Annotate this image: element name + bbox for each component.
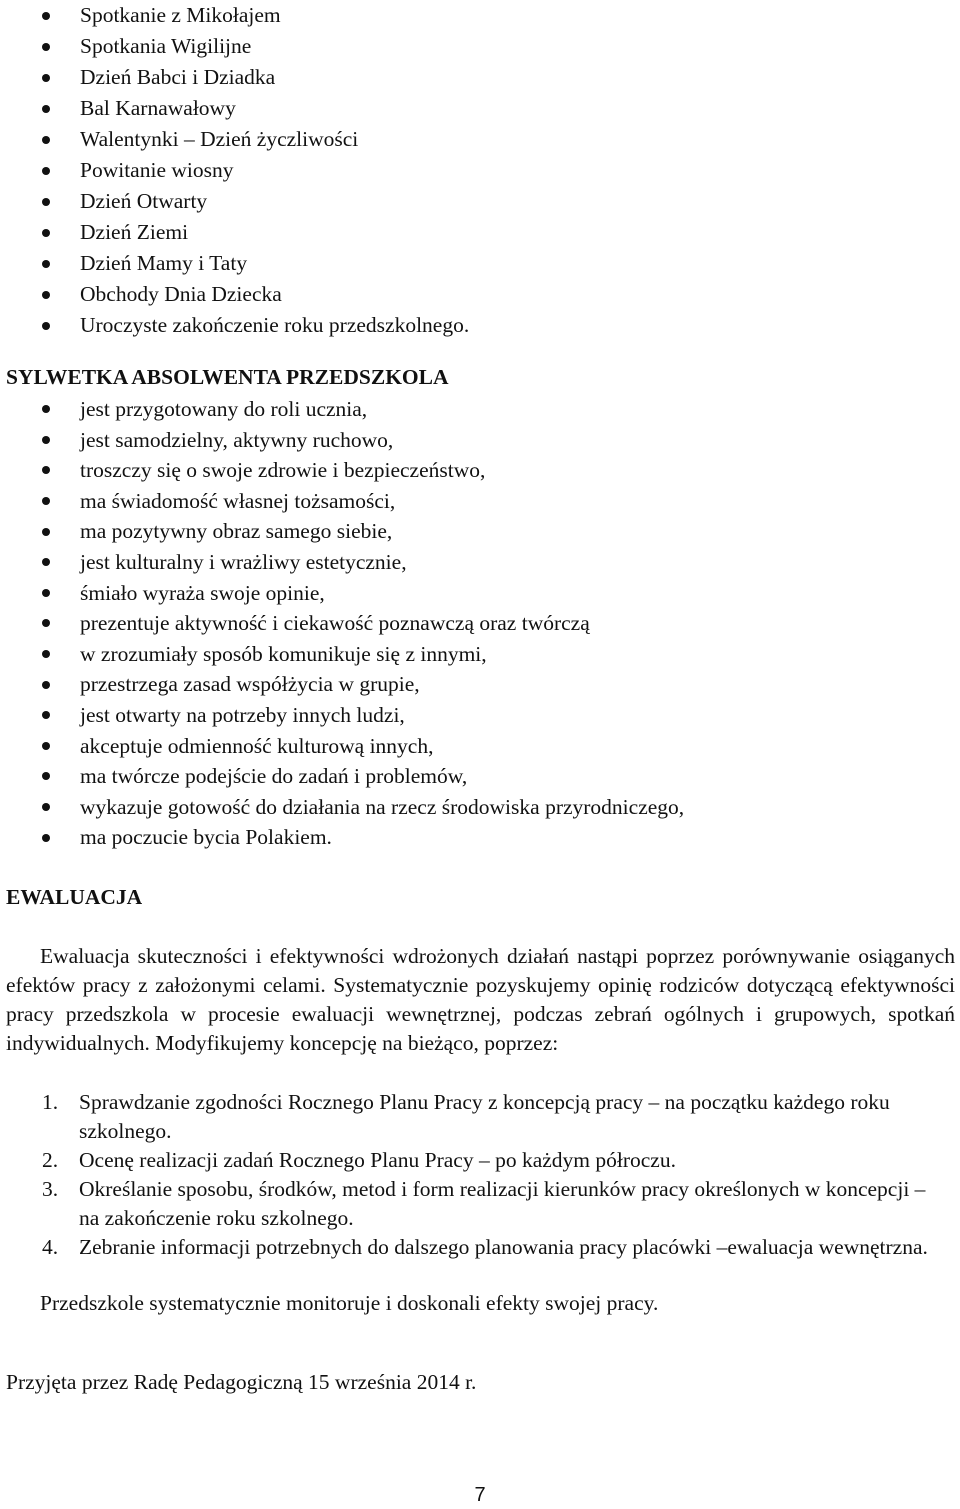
profile-item-text: ma pozytywny obraz samego siebie, — [80, 519, 393, 544]
step-text: Ocenę realizacji zadań Rocznego Planu Pracy – po każdym półroczu. — [79, 1148, 676, 1172]
event-item-text: Spotkanie z Mikołajem — [80, 3, 281, 27]
event-item — [0, 62, 469, 93]
event-item-text: Bal Karnawałowy — [80, 96, 236, 120]
profile-item — [0, 669, 684, 700]
profile-item — [0, 578, 684, 609]
profile-item-text: przestrzega zasad współżycia w grupie, — [80, 672, 420, 697]
profile-item — [0, 639, 684, 670]
page-number: 7 — [474, 1484, 486, 1506]
adoption-note: Przyjęta przez Radę Pedagogiczną 15 września 2014 r. — [6, 1370, 477, 1394]
profile-item-text: ma świadomość własnej tożsamości, — [80, 488, 396, 513]
bullet-icon — [42, 43, 50, 51]
profile-item — [0, 516, 684, 547]
bullet-icon — [42, 12, 50, 20]
profile-item — [0, 608, 684, 639]
bullet-icon — [42, 558, 50, 566]
event-item — [0, 217, 469, 248]
bullet-icon — [42, 497, 50, 505]
bullet-icon — [42, 466, 50, 474]
event-item-text: Obchody Dnia Dziecka — [80, 282, 282, 306]
step-number: 2. — [42, 1148, 59, 1172]
profile-item-text: akceptuje odmienność kulturową innych, — [80, 733, 434, 758]
profile-item — [0, 394, 684, 425]
bullet-icon — [42, 619, 50, 627]
bullet-icon — [42, 650, 50, 658]
profile-item-text: jest otwarty na potrzeby innych ludzi, — [80, 702, 405, 727]
bullet-icon — [42, 136, 50, 144]
step-text: Sprawdzanie zgodności Rocznego Planu Pracy z koncepcją pracy – na początku każdego roku szkolnego. — [79, 1090, 890, 1143]
bullet-icon — [42, 105, 50, 113]
evaluation-step — [0, 1175, 950, 1233]
evaluation-step — [0, 1088, 950, 1146]
event-item — [0, 0, 469, 31]
step-number: 1. — [42, 1090, 59, 1114]
profile-item-text: śmiało wyraża swoje opinie, — [80, 580, 325, 605]
evaluation-paragraph: Ewaluacja skuteczności i efektywności wdrożonych działań nastąpi poprzez porównywanie osiąganych efektów pracy z założonymi celami. Systematycznie pozyskujemy opinię rodziców dotyczącą efektywności pracy przedszkola w procesie ewaluacji wewnętrznej, podczas zebrań ogólnych i grupowych, spotkań indywidualnych. Modyfikujemy koncepcję na bieżąco, poprzez: — [6, 944, 955, 1055]
event-item — [0, 31, 469, 62]
bullet-icon — [42, 834, 50, 842]
profile-item — [0, 700, 684, 731]
bullet-icon — [42, 528, 50, 536]
event-item-text: Walentynki – Dzień życzliwości — [80, 127, 359, 151]
bullet-icon — [42, 681, 50, 689]
closing-sentence: Przedszkole systematycznie monitoruje i doskonali efekty swojej pracy. — [40, 1291, 659, 1315]
profile-item — [0, 822, 684, 853]
bullet-icon — [42, 167, 50, 175]
event-item — [0, 248, 469, 279]
event-item — [0, 155, 469, 186]
bullet-icon — [42, 260, 50, 268]
event-item-text: Uroczyste zakończenie roku przedszkolnego. — [80, 313, 470, 337]
profile-item — [0, 547, 684, 578]
profile-item-text: ma poczucie bycia Polakiem. — [80, 825, 332, 850]
event-item-text: Spotkania Wigilijne — [80, 34, 252, 58]
profile-item-text: prezentuje aktywność i ciekawość poznawczą oraz twórczą — [80, 611, 590, 636]
evaluation-steps-list — [0, 1088, 950, 1262]
event-item — [0, 279, 469, 310]
bullet-icon — [42, 772, 50, 780]
step-text: Zebranie informacji potrzebnych do dalszego planowania pracy placówki –ewaluacja wewnętrzna. — [79, 1235, 928, 1259]
bullet-icon — [42, 74, 50, 82]
profile-item — [0, 731, 684, 762]
profile-item-text: wykazuje gotowość do działania na rzecz środowiska przyrodniczego, — [80, 794, 685, 819]
step-number: 4. — [42, 1235, 59, 1259]
profile-item — [0, 486, 684, 517]
event-item — [0, 124, 469, 155]
profile-item-text: jest samodzielny, aktywny ruchowo, — [80, 427, 394, 452]
profile-item — [0, 455, 684, 486]
step-number: 3. — [42, 1177, 59, 1201]
profile-item-text: w zrozumiały sposób komunikuje się z innymi, — [80, 641, 487, 666]
evaluation-step — [0, 1233, 950, 1262]
bullet-icon — [42, 742, 50, 750]
event-item-text: Dzień Otwarty — [80, 189, 208, 213]
profile-heading: SYLWETKA ABSOLWENTA PRZEDSZKOLA — [6, 365, 449, 389]
profile-item-text: jest przygotowany do roli ucznia, — [80, 397, 368, 421]
bullet-icon — [42, 405, 50, 413]
bullet-icon — [42, 322, 50, 330]
event-item-text: Powitanie wiosny — [80, 158, 234, 182]
bullet-icon — [42, 436, 50, 444]
event-item-text: Dzień Ziemi — [80, 220, 189, 244]
events-list — [0, 0, 469, 341]
bullet-icon — [42, 198, 50, 206]
bullet-icon — [42, 229, 50, 237]
bullet-icon — [42, 291, 50, 299]
event-item-text: Dzień Babci i Dziadka — [80, 65, 276, 89]
profile-item — [0, 792, 684, 823]
profile-item — [0, 425, 684, 456]
profile-item-text: ma twórcze podejście do zadań i problemów, — [80, 764, 468, 789]
step-text: Określanie sposobu, środków, metod i form realizacji kierunków pracy określonych w koncepcji – na zakończenie roku szkolnego. — [79, 1177, 926, 1230]
profile-list — [0, 394, 684, 853]
profile-item-text: jest kulturalny i wrażliwy estetycznie, — [80, 549, 407, 574]
bullet-icon — [42, 589, 50, 597]
evaluation-heading: EWALUACJA — [6, 885, 143, 909]
profile-item — [0, 761, 684, 792]
event-item — [0, 310, 469, 341]
event-item-text: Dzień Mamy i Taty — [80, 251, 248, 275]
profile-item-text: troszczy się o swoje zdrowie i bezpieczeństwo, — [80, 458, 486, 483]
bullet-icon — [42, 711, 50, 719]
event-item — [0, 93, 469, 124]
evaluation-step — [0, 1146, 950, 1175]
event-item — [0, 186, 469, 217]
bullet-icon — [42, 803, 50, 811]
